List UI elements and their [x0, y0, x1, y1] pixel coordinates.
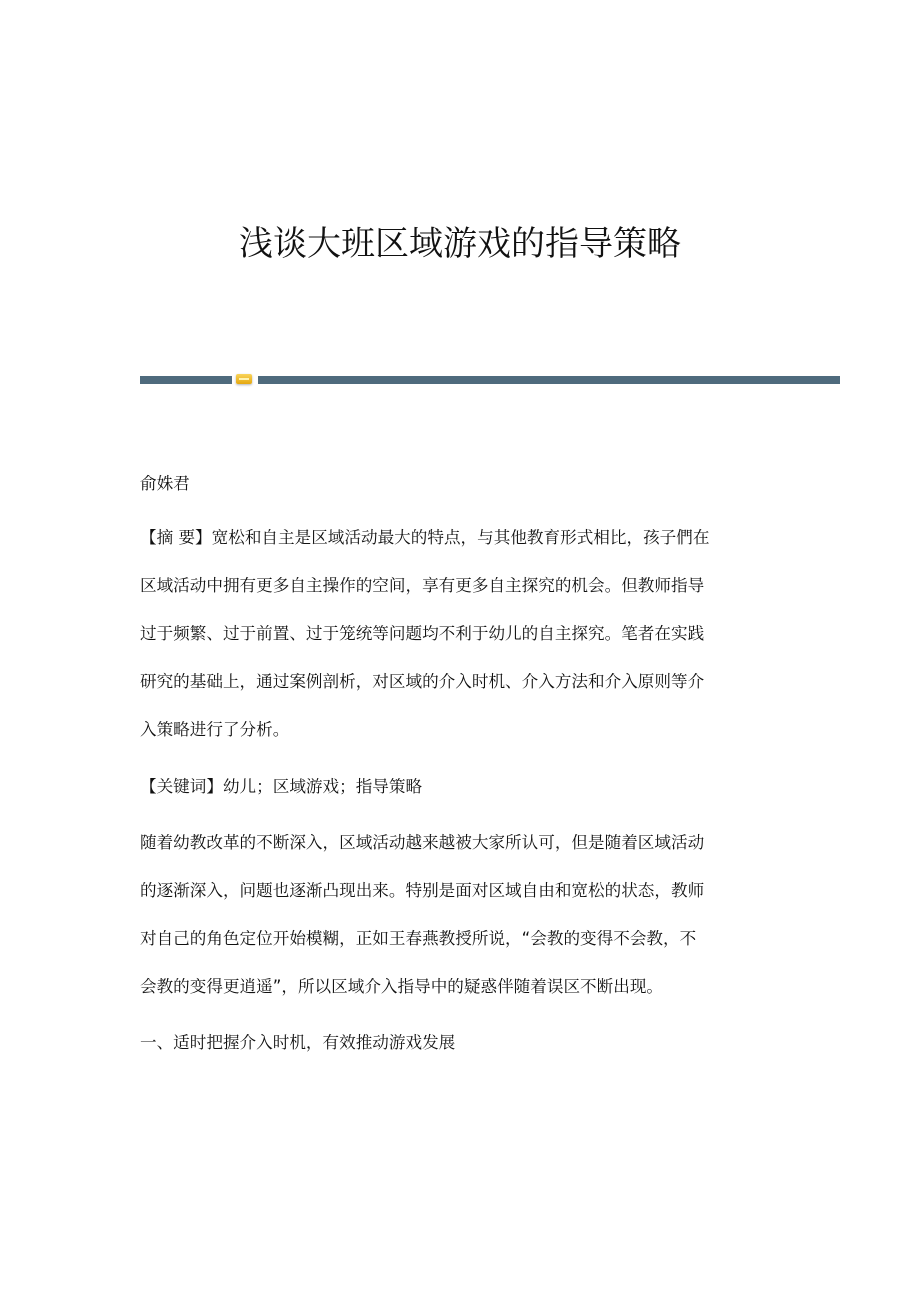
abstract-line: 区域活动中拥有更多自主操作的空间，享有更多自主探究的机会。但教师指导 [140, 576, 705, 595]
divider-right [258, 376, 840, 384]
divider-left [140, 376, 232, 384]
abstract-line: 过于频繁、过于前置、过于笼统等问题均不利于幼儿的自主探究。笔者在实践 [140, 624, 705, 643]
body-line: 随着幼教改革的不断深入，区域活动越来越被大家所认可，但是随着区域活动 [140, 833, 705, 852]
body-line: 对自己的角色定位开始模糊，正如王春燕教授所说，“会教的变得不会教，不 [140, 929, 697, 948]
abstract-line: 研究的基础上，通过案例剖析，对区域的介入时机、介入方法和介入原则等介 [140, 672, 705, 691]
document-title: 浅谈大班区域游戏的指导策略 [239, 224, 681, 264]
abstract-line: 【摘 要】宽松和自主是区域活动最大的特点，与其他教育形式相比，孩子們在 [140, 528, 710, 547]
abstract-line: 入策略进行了分析。 [140, 720, 290, 739]
keywords: 【关键词】幼儿；区域游戏；指导策略 [140, 777, 423, 796]
divider-ornament-icon [236, 374, 252, 384]
body-line: 的逐渐深入，问题也逐渐凸现出来。特别是面对区域自由和宽松的状态，教师 [140, 881, 705, 900]
author: 俞姝君 [140, 474, 190, 493]
body-line: 会教的变得更逍遥”，所以区域介入指导中的疑惑伴随着误区不断出现。 [140, 977, 664, 996]
section-heading: 一、适时把握介入时机，有效推动游戏发展 [140, 1033, 456, 1052]
